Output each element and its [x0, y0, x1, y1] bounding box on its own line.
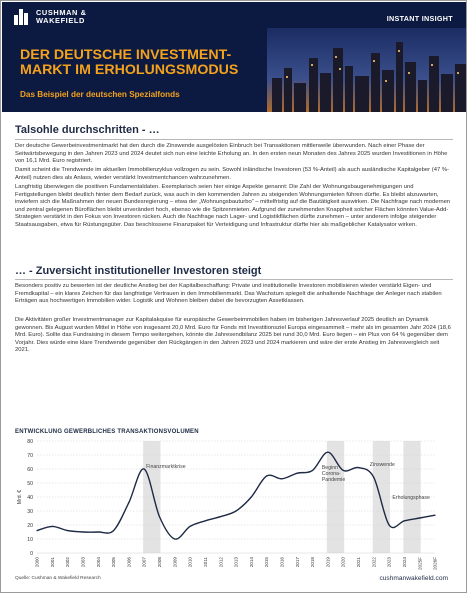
- instant-insight-badge: INSTANT INSIGHT: [386, 14, 453, 23]
- section-1-paragraph-1: Der deutsche Gewerbeinvestmentmarkt hat den durch die Zinswende ausgelösten Einbruch bei Transaktionen mittlerweile überwunden. Nach einer Phase der Seitwärtsbewegung in den Jahren 2023 und 2024 deutet sich nun eine leichte Erholung an. In den ersten neun Monaten des Jahres 2025 wurden Investitionen in Höhe von 16,1 Mrd. Euro registriert.: [15, 143, 448, 165]
- section-2-paragraph-1: Besonders positiv zu bewerten ist der deutliche Anstieg bei der Kapitalbeschaffung: Private und institutionelle Investoren mobilisieren wieder verstärkt Eigen- und Fremdkapital – ein klares Zeichen für das langfristige Vertrauen in den Immobilienmarkt. Das Wachstum spiegelt die anhaltende Nachfrage der Anleger nach stabilen Erträgen aus hochwertigen Immobilien wider. Logistik und Wohnen bleiben dabei die bevorzugten Assetklassen.: [15, 283, 442, 305]
- data-point-2024: [404, 520, 405, 521]
- page-subtitle: Das Beispiel der deutschen Spezialfonds: [20, 90, 180, 99]
- x-tick-label: 2003: [80, 557, 86, 568]
- x-tick-label: 2008: [157, 557, 163, 568]
- x-tick-label: 2005: [111, 557, 117, 568]
- y-tick-label: 50: [27, 481, 33, 487]
- y-axis-label: Mrd. €: [17, 489, 23, 505]
- transaction-volume-chart: [15, 435, 453, 571]
- city-skyline-image: [267, 28, 467, 112]
- section-1-heading: Talsohle durchschritten - …: [15, 124, 160, 136]
- annotation-line: Beginn: [321, 465, 339, 471]
- section-1-paragraph-3: Langfristig überwiegen die positiven Fundamentaldaten. Exemplarisch seien hier einige Aspekte genannt: Die Zahl der Wohnungsbaugenehmigungen und Fertigstellungen bleibt deutlich hinter dem Bedarf zurück, was auch in den kommenden Jahren zu steigenden Wohnungsmieten führen dürfte. Es bleibt abzuwarten, inwiefern sich die Maßnahmen der neuen Bundesregierung – etwa der „Wohnungsbauturbo“ – mittelfristig auf die Bautätigkeit auswirken. Die Nachfrage nach modernen und zentral gelegenen Büroflächen bleibt unverändert hoch, ebenso wie die Spitzenmieten. Aufgrund der zunehmenden Knappheit solcher Flächen könnten Value-Add-Strategien verstärkt in den Fokus von Investoren rücken. Auch die Nachfrage nach Lager- und Logistikflächen dürfte zunehmen – unter anderem infolge steigender Staatsausgaben, etwa für Rüstungsgüter. Das beschlossene Finanzpaket für Verteidigung und Infrastruktur dürfte hier als maßgeblicher Katalysator wirken.: [15, 184, 451, 228]
- data-point-2023: [388, 524, 389, 525]
- annotation-line: Pandemie: [321, 477, 346, 483]
- x-tick-label: 2018: [310, 557, 316, 568]
- data-point-2000: [36, 530, 37, 531]
- data-point-2006: [128, 502, 129, 503]
- website-link[interactable]: cushmanwakefield.com: [379, 575, 448, 582]
- data-point-2005: [113, 530, 114, 531]
- x-tick-label: 2012: [218, 557, 224, 568]
- data-point-2018: [312, 470, 313, 471]
- data-point-2009: [174, 538, 175, 539]
- data-point-2007: [144, 468, 145, 469]
- data-point-2017: [297, 473, 298, 474]
- section-2-divider: [15, 279, 453, 280]
- y-tick-label: 40: [27, 495, 33, 501]
- shaded-period-2: [373, 441, 390, 553]
- section-1-divider: [15, 139, 453, 140]
- x-tick-label: 2017: [294, 557, 300, 568]
- x-tick-label: 2023: [386, 557, 392, 568]
- x-tick-label: 2011: [202, 557, 208, 567]
- x-tick-label: 2014: [248, 557, 254, 568]
- data-point-2015: [266, 475, 267, 476]
- data-point-2002: [67, 530, 68, 531]
- x-tick-label: 2025F: [417, 557, 423, 571]
- data-point-2012: [220, 516, 221, 517]
- page-title: DER DEUTSCHE INVESTMENT-MARKT IM ERHOLUNGSMODUS: [20, 47, 239, 78]
- x-tick-label: 2024: [401, 557, 407, 568]
- logo-icon: [14, 9, 32, 25]
- company-logo: [14, 9, 87, 25]
- data-point-2026F: [434, 515, 435, 516]
- data-point-2022: [373, 477, 374, 478]
- data-point-2011: [205, 520, 206, 521]
- source-note: Quelle: Cushman & Wakefield Research: [15, 576, 101, 581]
- y-tick-label: 30: [27, 509, 33, 515]
- chart-title: ENTWICKLUNG GEWERBLICHES TRANSAKTIONSVOLUMEN: [15, 429, 199, 435]
- x-tick-label: 2019: [325, 557, 331, 568]
- logo-line-1: CUSHMAN &: [36, 8, 87, 17]
- annotation-line: Corona-: [321, 471, 341, 477]
- annotation-0: [146, 464, 186, 470]
- x-tick-label: 2015: [264, 557, 270, 568]
- x-tick-label: 2026F: [432, 557, 438, 571]
- annotation-2: [370, 462, 395, 468]
- x-tick-label: 2021: [356, 557, 362, 568]
- section-1-paragraph-2: Damit scheint die Trendwende im aktuellen Immobilienzyklus vollzogen zu sein. Sowohl inländische Investoren (53 %-Anteil) als auch ausländische Kapitalgeber (47 %-Anteil) nutzen dies als Anlass, wieder verstärkt Investmentchancen wahrzunehmen.: [15, 167, 449, 181]
- y-tick-label: 20: [27, 523, 33, 529]
- logo-line-2: WAKEFIELD: [36, 16, 85, 25]
- annotation-line: Finanzmarktkrise: [146, 464, 186, 470]
- data-point-2016: [281, 478, 282, 479]
- y-tick-label: 80: [27, 439, 33, 445]
- x-tick-label: 2016: [279, 557, 285, 568]
- x-tick-label: 2013: [233, 557, 239, 568]
- data-point-2010: [189, 526, 190, 527]
- section-2-heading: … - Zuversicht institutioneller Investoren steigt: [15, 265, 262, 277]
- data-point-2014: [251, 496, 252, 497]
- section-2-paragraph-2: Die Aktivitäten großer Investmentmanager zur Kapitalakquise für europäische Gewerbeimmobilien haben im bisherigen Jahresverlauf 2025 deutlich an Dynamik gewonnen. Bis August wurden Mittel in Höhe von insgesamt 20,0 Mrd. Euro für Fonds mit Investitionsziel Europa eingesammelt – mehr als im gesamten Jahr 2024 (18,6 Mrd. Euro). Sollte das Fundraising in diesem Tempo weitergehen, könnte die Jahresendbilanz 2025 bei rund 30,0 Mrd. Euro liegen – ein Plus von 64 % gegenüber dem Vorjahr. Dies würde eine klare Trendwende gegenüber den Rückgängen in den Jahren 2023 und 2024 markieren und wäre der erste Anstieg im Jahresvergleich seit 2021.: [15, 317, 451, 354]
- y-tick-label: 60: [27, 467, 33, 473]
- data-point-2004: [98, 531, 99, 532]
- annotation-line: Zinswende: [369, 462, 395, 468]
- x-tick-label: 2010: [187, 557, 193, 568]
- x-tick-label: 2002: [65, 557, 71, 568]
- y-tick-label: 70: [27, 453, 33, 459]
- x-tick-label: 2000: [34, 557, 40, 568]
- data-point-2019: [327, 452, 328, 453]
- x-tick-label: 2020: [340, 557, 346, 568]
- data-point-2021: [358, 467, 359, 468]
- x-tick-label: 2004: [95, 557, 101, 568]
- y-tick-label: 10: [27, 537, 33, 543]
- data-point-2013: [235, 510, 236, 511]
- data-point-2003: [82, 531, 83, 532]
- x-tick-label: 2022: [371, 557, 377, 568]
- header-banner: [2, 2, 467, 112]
- x-tick-label: 2009: [172, 557, 178, 568]
- data-point-2001: [52, 526, 53, 527]
- x-tick-label: 2007: [141, 557, 147, 568]
- x-tick-label: 2001: [49, 557, 55, 568]
- data-point-2025F: [419, 517, 420, 518]
- data-point-2008: [159, 516, 160, 517]
- x-tick-label: 2006: [126, 557, 132, 568]
- y-tick-label: 0: [30, 551, 33, 557]
- data-point-2020: [343, 470, 344, 471]
- annotation-line: Erholungsphase: [392, 495, 430, 501]
- annotation-3: [392, 495, 430, 501]
